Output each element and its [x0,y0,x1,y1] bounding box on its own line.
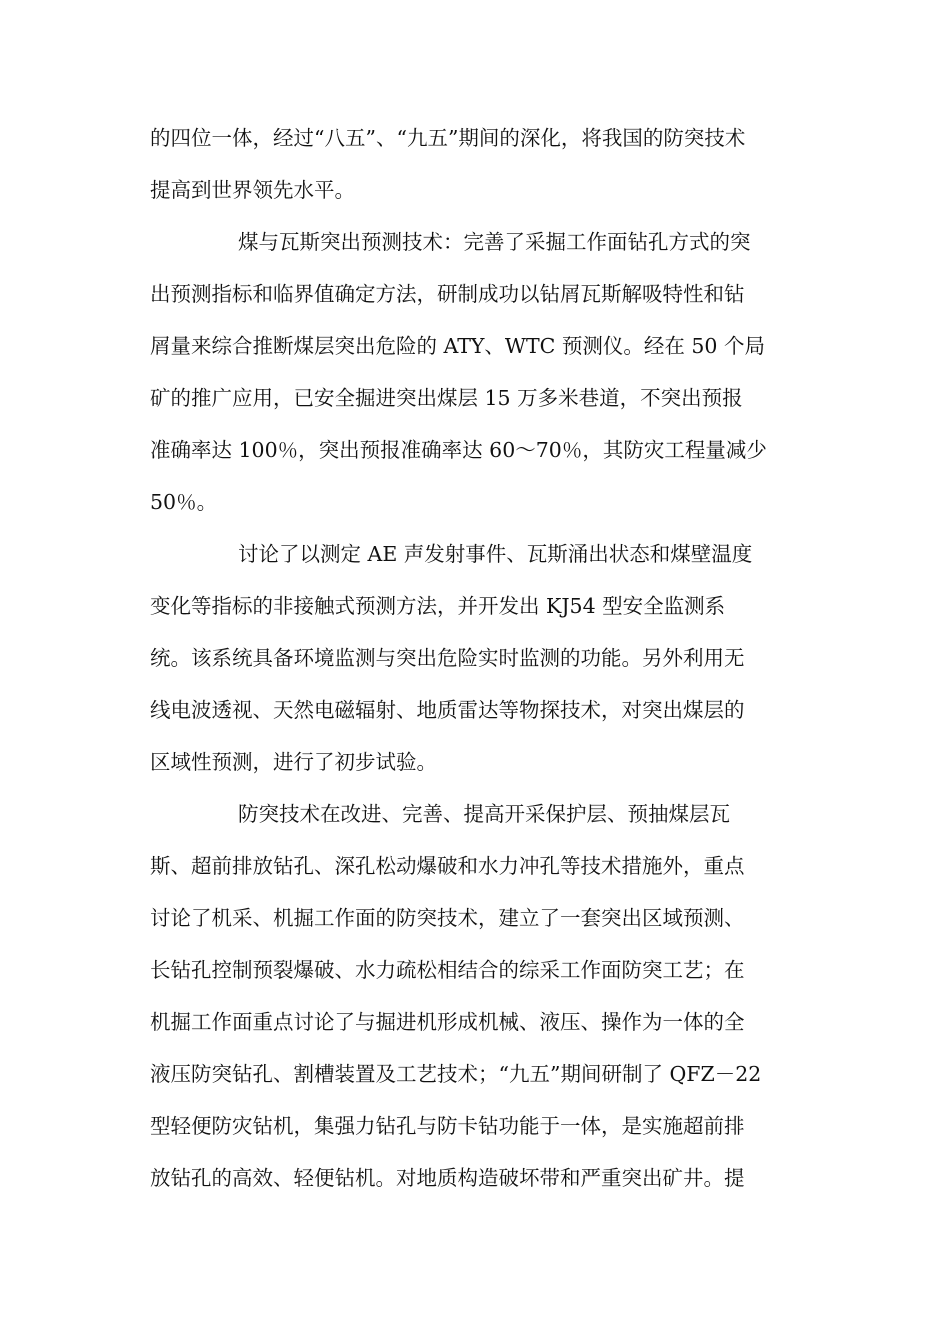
text-line: 50％。 [150,490,218,514]
text-line: 煤与瓦斯突出预测技术：完善了采掘工作面钻孔方式的突 [238,230,751,254]
text-line: 统。该系统具备环境监测与突出危险实时监测的功能。另外利用无 [150,646,745,670]
text-line: 的四位一体，经过“八五”、“九五”期间的深化，将我国的防突技术 [150,126,746,150]
document-body [150,112,800,1204]
text-line: 讨论了以测定 AE 声发射事件、瓦斯涌出状态和煤壁温度 [238,542,753,566]
text-line: 防突技术在改进、完善、提高开采保护层、预抽煤层瓦 [238,802,730,826]
text-line: 变化等指标的非接触式预测方法，并开发出 KJ54 型安全监测系 [150,594,726,618]
text-line: 区域性预测，进行了初步试验。 [150,750,437,774]
text-line: 液压防突钻孔、割槽装置及工艺技术；“九五”期间研制了 QFZ－22 [150,1062,762,1086]
text-line: 提高到世界领先水平。 [150,178,355,202]
text-line: 机掘工作面重点讨论了与掘进机形成机械、液压、操作为一体的全 [150,1010,745,1034]
text-line: 出预测指标和临界值确定方法，研制成功以钻屑瓦斯解吸特性和钻 [150,282,745,306]
text-line: 矿的推广应用，已安全掘进突出煤层 15 万多米巷道，不突出预报 [150,386,743,410]
text-line: 型轻便防灾钻机，集强力钻孔与防卡钻功能于一体，是实施超前排 [150,1114,745,1138]
text-line: 斯、超前排放钻孔、深孔松动爆破和水力冲孔等技术措施外，重点 [150,854,745,878]
text-line: 放钻孔的高效、轻便钻机。对地质构造破坏带和严重突出矿井。提 [150,1166,745,1190]
text-line: 长钻孔控制预裂爆破、水力疏松相结合的综采工作面防突工艺；在 [150,958,745,982]
text-line: 线电波透视、天然电磁辐射、地质雷达等物探技术，对突出煤层的 [150,698,745,722]
text-line: 屑量来综合推断煤层突出危险的 ATY、WTC 预测仪。经在 50 个局 [150,334,765,358]
text-line: 讨论了机采、机掘工作面的防突技术，建立了一套突出区域预测、 [150,906,745,930]
text-line: 准确率达 100％，突出预报准确率达 60～70％，其防灾工程量减少 [150,438,767,462]
